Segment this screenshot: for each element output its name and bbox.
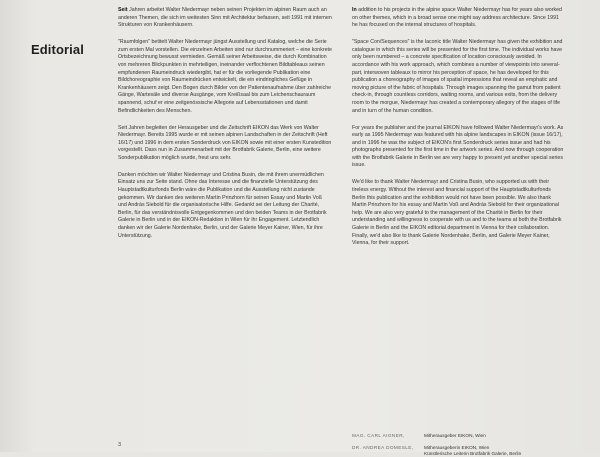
english-paragraph-1 <box>352 7 564 30</box>
signature-carl-aigner <box>352 433 592 439</box>
editorial-heading: Editorial <box>31 42 84 57</box>
english-lead-word: In <box>352 7 357 13</box>
english-paragraph-2: "Space Con/Sequences" is the laconic title Walter Niedermayr has given the exhibition and catalogue in which this series will be presented for the first time. The individual works have only been numbered – a concrete specification of location consciously avoided. In accordance with his work approach, which combines a number of viewpoints into several-part, interwoven tableaux to mirror his perception of space, he has developed for this publication a choreography of images of spatial impressions that reveal an emphatic and moving picture of the fabric of hospitals. Through images spanning the gamut from patient check-in, through countless corridors, waiting rooms, and various exits, from the delivery room to the morgue, Niedermayr has created a contemporary allegory of the stages of life and in turn of the human condition. <box>352 39 563 114</box>
signature-role-line: Mitherausgeberin EIKON, Wien <box>424 445 490 450</box>
german-lead-word: Seit <box>118 7 128 13</box>
english-paragraph-3: For years the publisher and the journal EIKON have followed Walter Niedermayr's work. As early as 1995 Niedermayr was featured with his alpine landscapes in EIKON (issue 16/17), and in 1996 he was the subject of EIKON's first Sonderdruck series issue and had his photographs presented for the first time in the artwork series. And now through cooperation with the Brotfabrik Galerie in Berlin we are very happy to present yet another special series issue. <box>352 124 564 169</box>
signature-andrea-domesle <box>352 445 592 457</box>
german-paragraph-1-text: Jahren arbeitet Walter Niedermayr neben seinen Projekten im alpinen Raum auch an anderen Themen, die sich im weitesten Sinn mit Architektur befassen, seit 1991 mit internen Strukturen von Krankenhäusern. <box>118 7 332 29</box>
signature-role: Mitherausgeber EIKON, Wien <box>424 433 486 438</box>
german-paragraph-2: "Raumfolgen" betitelt Walter Niedermayr jüngst Ausstellung und Katalog, welche die Serie zum ersten Mal vorstellen. Die einzelnen Arbeiten sind nur durchnummeriert – eine konkrete Ortsbezeichnung bewusst vermieden. Gemäß seiner Arbeitsweise, die durch Kombination von mehreren Blickpunkten in mehrteiligen, ineinander verflochtenen Bildtableaus seinen empfundenen Raumeindruck wiedergibt, hat er für die vorliegende Publikation eine Bildchoreographie von Raumeindrücken entwickelt, die ein eindringliches Gefüge in Krankenhäusern zeigt. Den Bogen durch Bilder von der Patientenaufnahme über zahlreiche Gänge, Wartesäle und diverse Ausgänge, vom Kreißsaal bis zum Leichenschauraum spannend, schuf er eine zeitgenössische Allegorie auf Lebensstationen und damit Befindlichkeiten des Menschen. <box>118 39 332 114</box>
page-number: 3 <box>118 442 122 448</box>
german-column <box>118 7 332 250</box>
signature-role <box>424 445 521 457</box>
german-paragraph-3: Seit Jahren begleiten der Herausgeber und die Zeitschrift EIKON das Werk von Walter Niedermayr. Bereits 1995 wurde er mit seinen alpinen Landschaften in der Zeitschrift (Heft 16/17) und 1996 in dem ersten Sonderdruck von EIKON sowie mit einer ersten Kunstedition vorgestellt. Dass nun in Zusammenarbeit mit der Brotfabrik Galerie, Berlin, eine weitere Sonderpublikation möglich wurde, freut uns sehr. <box>118 124 332 161</box>
english-paragraph-1-text: addition to his projects in the alpine space Walter Niedermayr has for years also worked on other themes, which in a broad sense one might say address architecture. Since 1991 he has focused on the internal structures of hospitals. <box>352 7 562 29</box>
german-paragraph-4: Danken möchten wir Walter Niedermayr und Cristina Busin, die mit ihrem unermüdlichen Einsatz uns zur Seite stand. Ohne das Interesse und die finanzielle Unterstützung des Hauptstadtkulturfonds Berlin wäre die Publikation und die Ausstellung nicht zustande gekommen. Wir danken des weiteren Martin Prinzhorn für seinen Essay und Martin Voß und András Siebold für die organisatorische Hilfe. Gedankt sei der Leitung der Charité, Berlin, für das verständnisvolle Entgegenkommen und den beiden Teams in der Brotfabrik Galerie in Berlin und in der EIKON-Redaktion in Wien für ihr Engagement. Letztendlich danken wir der Galerie Nordenhake, Berlin, und der Galerie Meyer Kainer, Wien, für ihre Unterstützung. <box>118 171 327 239</box>
german-paragraph-1 <box>118 7 332 30</box>
english-paragraph-4: We'd like to thank Walter Niedermayr and Cristina Busin, who supported us with their tireless energy. Without the interest and financial support of the Hauptstadtkulturfonds Berlin this publication and the exhibition would not have been possible. We also thank Martin Prinzhorn for his essay and Martin Voß and András Siebold for their organizational help. We are also very grateful to the management of the Charité in Berlin for their understanding and willingness to cooperate with us and to the teams at both the Brotfabrik Galerie in Berlin and the EIKON editorial department in Vienna for their collaboration. Finally, we'd also like to thank Galerie Nordenhake, Berlin, and Galerie Meyer Kainer, Vienna, for their support. <box>352 179 562 247</box>
english-column <box>352 7 564 257</box>
signature-name: DR. ANDREA DOMESLE, <box>352 445 414 450</box>
signature-role-line: Künstlerische Leiterin Brotfabrik Galerie, Berlin <box>424 451 522 457</box>
signature-name: MAG. CARL AIGNER, <box>352 433 405 438</box>
